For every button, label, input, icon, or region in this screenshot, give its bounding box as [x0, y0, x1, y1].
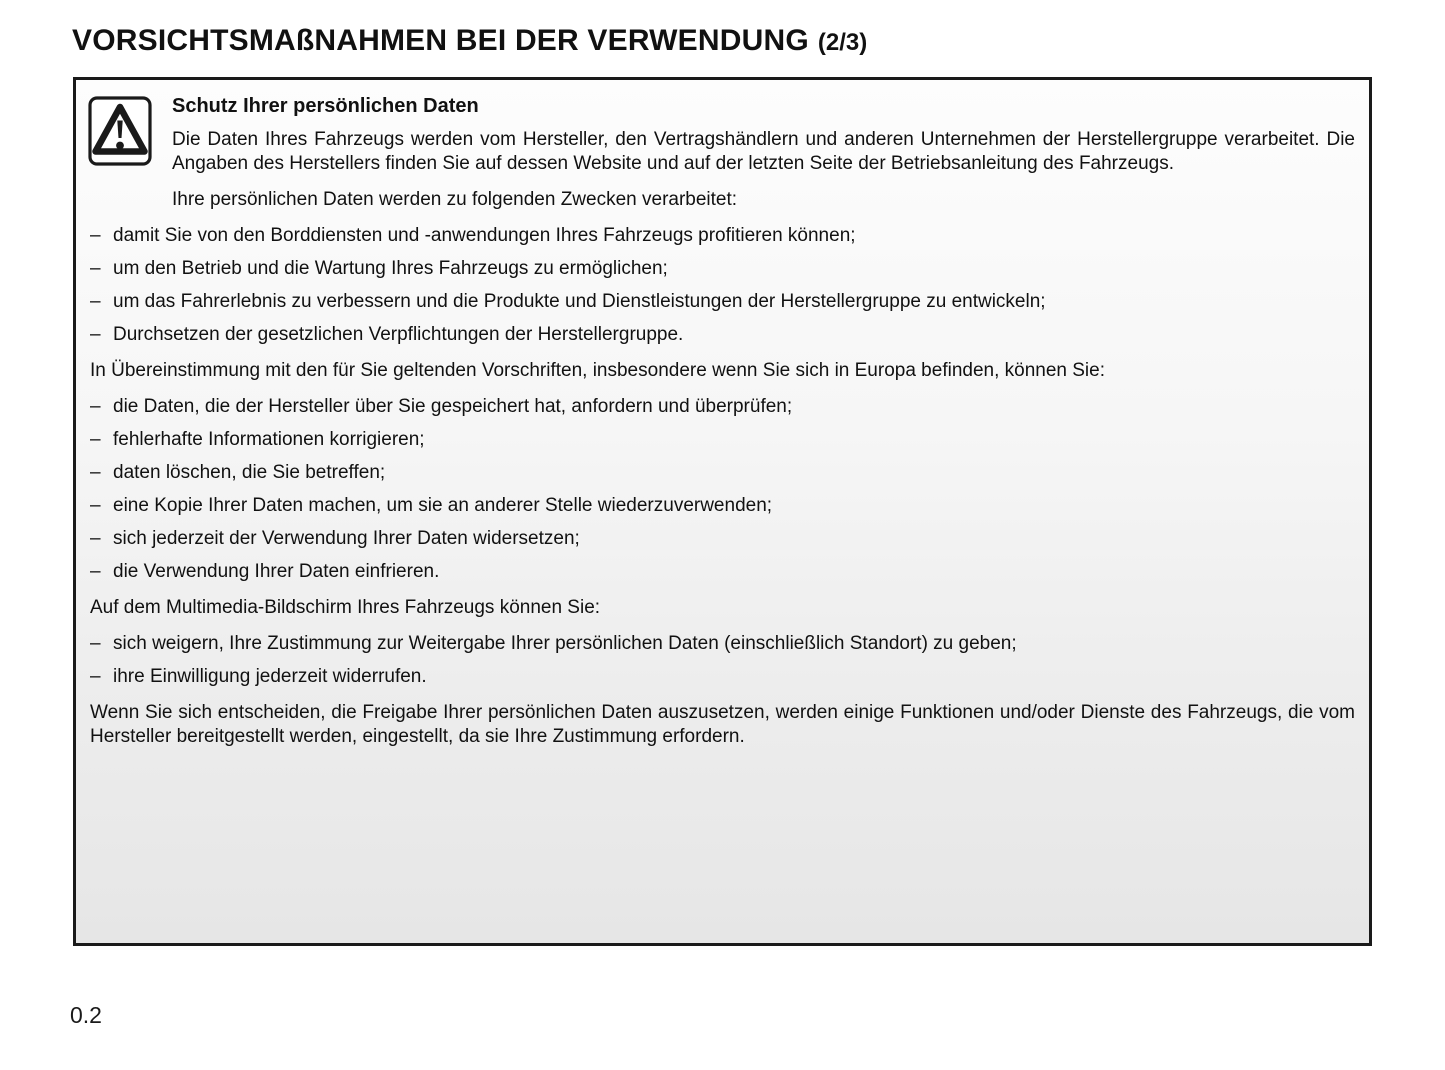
dash-bullet: –: [90, 462, 101, 483]
list-item: [90, 560, 1355, 584]
page-title: [72, 24, 867, 58]
list-item-text: damit Sie von den Borddiensten und -anwendungen Ihres Fahrzeugs profitieren können;: [113, 225, 856, 246]
list-item-text: sich weigern, Ihre Zustimmung zur Weitergabe Ihrer persönlichen Daten (einschließlich Standort) zu geben;: [113, 633, 1017, 654]
intro-paragraph-2: Ihre persönlichen Daten werden zu folgenden Zwecken verarbeitet:: [172, 189, 738, 210]
multimedia-intro-paragraph: Auf dem Multimedia-Bildschirm Ihres Fahrzeugs können Sie:: [90, 597, 601, 618]
notice-heading: Schutz Ihrer persönlichen Daten: [172, 95, 479, 117]
list-item: [90, 428, 1355, 452]
list-item: [90, 665, 1355, 689]
list-item: [90, 290, 1355, 314]
dash-bullet: –: [90, 225, 101, 246]
list-item: [90, 494, 1355, 518]
list-item-text: sich jederzeit der Verwendung Ihrer Daten widersetzen;: [113, 528, 580, 549]
dash-bullet: –: [90, 633, 101, 654]
dash-bullet: –: [90, 495, 101, 516]
list-item-text: daten löschen, die Sie betreffen;: [113, 462, 386, 483]
dash-bullet: –: [90, 324, 101, 345]
list-item-text: um das Fahrerlebnis zu verbessern und die Produkte und Dienstleistungen der Herstellergruppe zu entwickeln;: [113, 291, 1046, 312]
list-item: [90, 461, 1355, 485]
dash-bullet: –: [90, 561, 101, 582]
page-title-pagination: (2/3): [817, 29, 868, 56]
dash-bullet: –: [90, 429, 101, 450]
privacy-notice-box: [73, 77, 1372, 946]
list-item-text: um den Betrieb und die Wartung Ihres Fahrzeugs zu ermöglichen;: [113, 258, 668, 279]
list-item-text: die Verwendung Ihrer Daten einfrieren.: [113, 561, 440, 582]
dash-bullet: –: [90, 396, 101, 417]
closing-paragraph: Wenn Sie sich entscheiden, die Freigabe Ihrer persönlichen Daten auszusetzen, werden einige Funktionen und/oder Dienste des Fahrzeugs, die vom Hersteller bereitgestellt werden, eingestellt, da sie Ihre Zustimmung erfordern.: [90, 702, 1355, 747]
list-item-text: fehlerhafte Informationen korrigieren;: [113, 429, 425, 450]
page-number: 0.2: [70, 1002, 102, 1028]
page-title-text: VORSICHTSMAßNAHMEN BEI DER VERWENDUNG: [72, 24, 809, 57]
list-item-text: die Daten, die der Hersteller über Sie gespeichert hat, anfordern und überprüfen;: [113, 396, 793, 417]
notice-intro-block: [90, 94, 1355, 212]
dash-bullet: –: [90, 258, 101, 279]
dash-bullet: –: [90, 528, 101, 549]
purpose-list: [90, 224, 1355, 347]
list-item: [90, 632, 1355, 656]
list-item-text: Durchsetzen der gesetzlichen Verpflichtungen der Herstellergruppe.: [113, 324, 684, 345]
list-item-text: ihre Einwilligung jederzeit widerrufen.: [113, 666, 427, 687]
dash-bullet: –: [90, 291, 101, 312]
list-item: [90, 395, 1355, 419]
intro-paragraph-1: Die Daten Ihres Fahrzeugs werden vom Hersteller, den Vertragshändlern und anderen Unternehmen der Herstellergruppe verarbeitet. Die Angaben des Herstellers finden Sie auf dessen Website und auf der letzten Seite der Betriebsanleitung des Fahrzeugs.: [172, 129, 1355, 174]
list-item: [90, 527, 1355, 551]
rights-intro-paragraph: In Übereinstimmung mit den für Sie geltenden Vorschriften, insbesondere wenn Sie sich in Europa befinden, können Sie:: [90, 360, 1105, 381]
list-item: [90, 224, 1355, 248]
list-item: [90, 323, 1355, 347]
dash-bullet: –: [90, 666, 101, 687]
rights-list: [90, 395, 1355, 584]
list-item: [90, 257, 1355, 281]
list-item-text: eine Kopie Ihrer Daten machen, um sie an anderer Stelle wiederzuverwenden;: [113, 495, 773, 516]
warning-triangle-icon: [88, 96, 152, 166]
multimedia-list: [90, 632, 1355, 689]
